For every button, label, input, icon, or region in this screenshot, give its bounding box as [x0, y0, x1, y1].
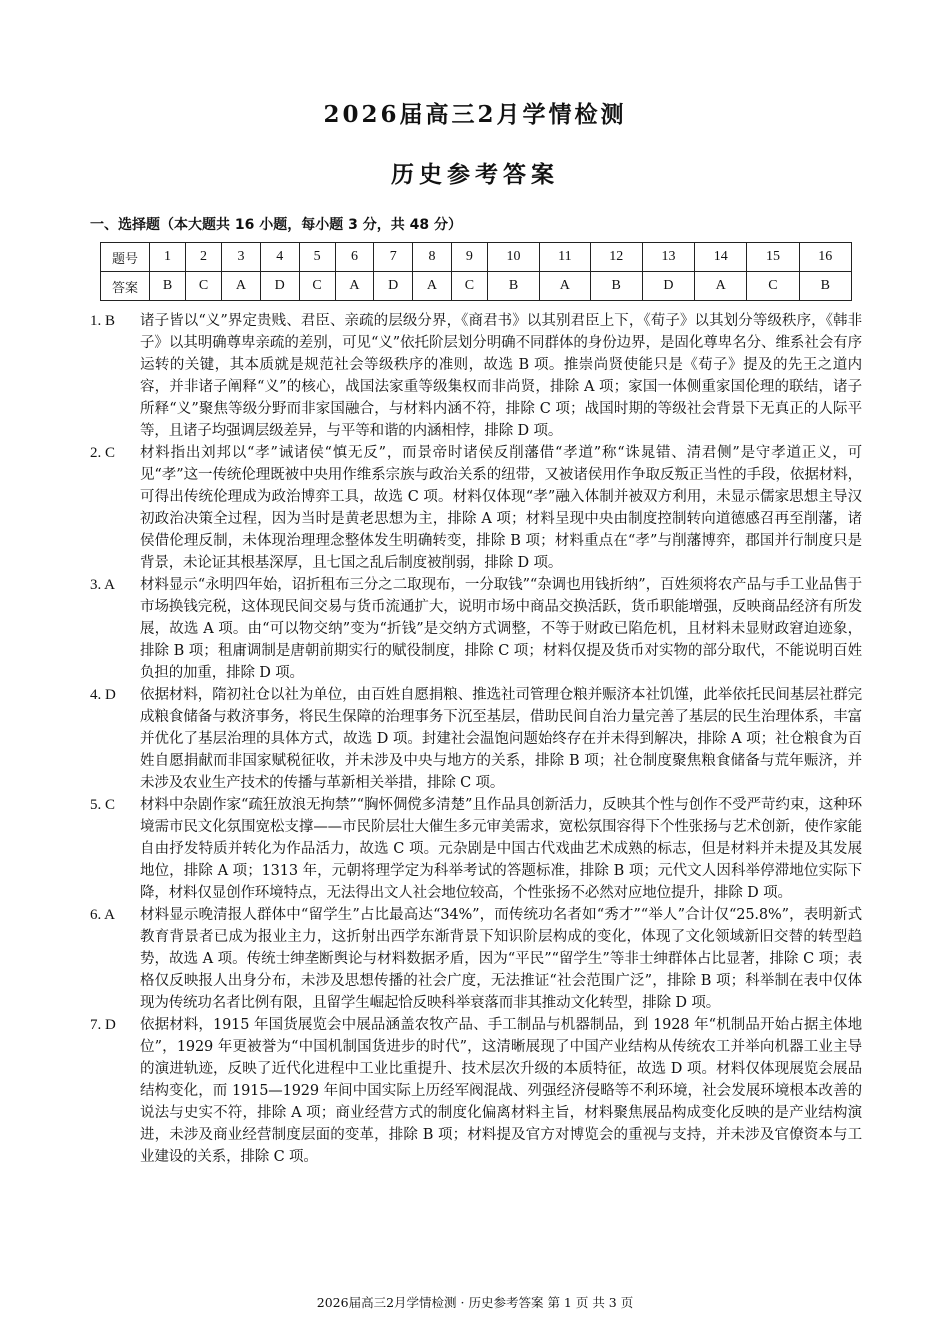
item-number-answer: 1. B: [90, 313, 116, 329]
explanation-item: [90, 794, 862, 904]
question-number-row: [101, 243, 852, 272]
item-number-answer: 7. D: [90, 1017, 116, 1033]
row-label-answer: 答案: [101, 272, 150, 301]
question-number-cell: 4: [260, 243, 299, 272]
item-explanation-text: 材料显示晚清报人群体中“留学生”占比最高达“34%”，而传统功名者如“秀才”“举人”合计仅“25.8%”，表明新式教育背景者已成为报业主力，这折射出西学东渐背景下知识阶层构成的变化，体现了文化领域新旧交替的转型趋势，故选 A 项。传统士绅垄断舆论与材料数据矛盾，因为“平民”“留学生”等非士绅群体占比显著，排除 C 项；表格仅反映报人出身分布，未涉及思想传播的社会广度，无法推证“社会范围广泛”，排除 B 项；科举制在表中仅体现为传统功名者比例有限，且留学生崛起恰反映科举衰落而非其推动文化转型，排除 D 项。: [140, 907, 862, 1011]
question-number-cell: 7: [374, 243, 413, 272]
answer-cell: A: [695, 272, 747, 301]
item-explanation-text: 材料中杂剧作家“疏狂放浪无拘禁”“胸怀倜傥多清楚”且作品具创新活力，反映其个性与创作不受严苛约束，这种环境需市民文化氛围宽松支撑——市民阶层壮大催生多元审美需求，宽松氛围容得下个性张扬与艺术创新，使作家能自由抒发特质并转化为作品活力，故选 C 项。元杂剧是中国古代戏曲艺术成熟的标志，但是材料并未提及其发展地位，排除 A 项；1313 年，元朝将理学定为科举考试的答题标准，排除 B 项；元代文人因科举停滞地位实际下降，材料仅显创作环境特点，无法得出文人社会地位较高，个性张扬不必然对应地位提升，排除 D 项。: [140, 797, 862, 901]
explanation-item: [90, 310, 862, 442]
page-subtitle: 历史参考答案: [391, 161, 559, 188]
answer-explanations: [90, 310, 862, 1168]
explanation-item: [90, 1014, 862, 1168]
item-number-answer: 3. A: [90, 577, 116, 593]
question-number-cell: 13: [642, 243, 694, 272]
answer-cell: D: [260, 272, 299, 301]
item-number-answer: 5. C: [90, 797, 116, 813]
item-number-answer: 6. A: [90, 907, 116, 923]
answer-cell: B: [487, 272, 539, 301]
row-label-question: 题号: [101, 243, 150, 272]
item-number-answer: 4. D: [90, 687, 116, 703]
item-explanation-text: 依据材料，隋初社仓以社为单位，由百姓自愿捐粮、推选社司管理仓粮并赈济本社饥馑，此举依托民间基层社群完成粮食储备与救济事务，将民生保障的治理事务下沉至基层，借助民间自治力量完善了基层的民生治理体系，丰富并优化了基层治理的具体方式，故选 D 项。封建社会温饱问题始终存在并未得到解决，排除 A 项；社仓粮食为百姓自愿捐献而非国家赋税征收，并未涉及中央与地方的关系，排除 B 项；社仓制度聚焦粮食储备与荒年赈济，并未涉及农业生产技术的传播与革新相关举措，排除 C 项。: [140, 687, 862, 791]
section-heading: 一、选择题（本大题共 16 小题，每小题 3 分，共 48 分）: [90, 217, 462, 233]
answer-table: [100, 242, 852, 301]
answer-cell: A: [540, 272, 590, 301]
question-number-cell: 12: [590, 243, 642, 272]
answer-cell: D: [642, 272, 694, 301]
answer-cell: B: [799, 272, 851, 301]
item-explanation-text: 材料指出刘邦以“孝”诫诸侯“慎无反”，而景帝时诸侯反削藩借“孝道”称“诛晁错、清君侧”是守孝道正义，可见“孝”这一传统伦理既被中央用作维系宗族与政治关系的纽带，又被诸侯用作争取反叛正当性的手段，依据材料，可得出传统伦理成为政治博弈工具，故选 C 项。材料仅体现“孝”融入体制并被双方利用，未显示儒家思想主导汉初政治决策全过程，因为当时是黄老思想为主，排除 A 项；材料呈现中央由制度控制转向道德感召再至削藩，诸侯借伦理反制，未体现治理理念整体发生明确转变，排除 B 项；材料重点在“孝”与削藩博弈，郡国并行制度只是背景，未论证其根基深厚，且七国之乱后制度被削弱，排除 D 项。: [140, 445, 862, 571]
question-number-cell: 1: [150, 243, 186, 272]
question-number-cell: 6: [335, 243, 374, 272]
answer-cell: A: [413, 272, 452, 301]
answer-cell: C: [186, 272, 222, 301]
explanation-item: [90, 904, 862, 1014]
question-number-cell: 5: [299, 243, 335, 272]
answer-cell: A: [222, 272, 261, 301]
answer-cell: B: [590, 272, 642, 301]
page-footer: 2026届高三2月学情检测 · 历史参考答案 第 1 页 共 3 页: [316, 1295, 634, 1310]
answer-cell: A: [335, 272, 374, 301]
item-explanation-text: 依据材料，1915 年国货展览会中展品涵盖农牧产品、手工制品与机器制品，到 1928 年“机制品开始占据主体地位”，1929 年更被誉为“中国机制国货进步的时代”，这清晰展现了中国产业结构从传统农工并举向机器工业主导的演进轨迹，反映了近代化进程中工业比重提升、技术层次升级的本质特征，故选 D 项。材料仅体现展览会展品结构变化，而 1915—1929 年间中国实际上历经军阀混战、列强经济侵略等不利环境，社会发展环境根本改善的说法与史实不符，排除 A 项；商业经营方式的制度化偏离材料主旨，材料聚焦展品构成变化反映的是产业结构演进，未涉及商业经营制度层面的变革，排除 B 项；材料提及官方对博览会的重视与支持，并未涉及官僚资本与工业建设的关系，排除 C 项。: [140, 1017, 862, 1165]
question-number-cell: 2: [186, 243, 222, 272]
answer-cell: D: [374, 272, 413, 301]
item-explanation-text: 诸子皆以“义”界定贵贱、君臣、亲疏的层级分界，《商君书》以其别君臣上下，《荀子》以其划分等级秩序，《韩非子》以其明确尊卑亲疏的差别，可见“义”依托阶层划分明确不同群体的身份边界，是固化尊卑名分、维系社会有序运转的关键，其本质就是规范社会等级秩序的准则，故选 B 项。推崇尚贤使能只是《荀子》提及的先王之道内容，并非诸子阐释“义”的核心，战国法家重等级集权而非尚贤，排除 A 项；家国一体侧重家国伦理的联结，诸子所释“义”聚焦等级分野而非家国融合，与材料内涵不符，排除 C 项；战国时期的等级社会背景下无真正的人际平等，且诸子均强调层级差异，与平等和谐的内涵相悖，排除 D 项。: [140, 313, 862, 439]
answer-cell: C: [299, 272, 335, 301]
answer-cell: C: [747, 272, 799, 301]
question-number-cell: 11: [540, 243, 590, 272]
answer-cell: B: [150, 272, 186, 301]
item-explanation-text: 材料显示“永明四年始，诏折租布三分之二取现布，一分取钱”“杂调也用钱折纳”，百姓须将农产品与手工业品售于市场换钱完税，这体现民间交易与货币流通扩大，说明市场中商品交换活跃，货币职能增强，反映商品经济有所发展，故选 A 项。由“可以物交纳”变为“折钱”是交纳方式调整，不等于财政已陷危机，且材料未显财政窘迫迹象，排除 B 项；租庸调制是唐朝前期实行的赋役制度，排除 C 项；材料仅提及货币对实物的部分取代，不能说明百姓负担的加重，排除 D 项。: [140, 577, 862, 681]
question-number-cell: 10: [487, 243, 539, 272]
answer-cell: C: [451, 272, 487, 301]
explanation-item: [90, 574, 862, 684]
question-number-cell: 14: [695, 243, 747, 272]
question-number-cell: 15: [747, 243, 799, 272]
question-number-cell: 9: [451, 243, 487, 272]
question-number-cell: 3: [222, 243, 261, 272]
question-number-cell: 8: [413, 243, 452, 272]
page-title: 2026届高三2月学情检测: [323, 101, 627, 128]
answer-row: [101, 272, 852, 301]
item-number-answer: 2. C: [90, 445, 116, 461]
explanation-item: [90, 442, 862, 574]
question-number-cell: 16: [799, 243, 851, 272]
explanation-item: [90, 684, 862, 794]
